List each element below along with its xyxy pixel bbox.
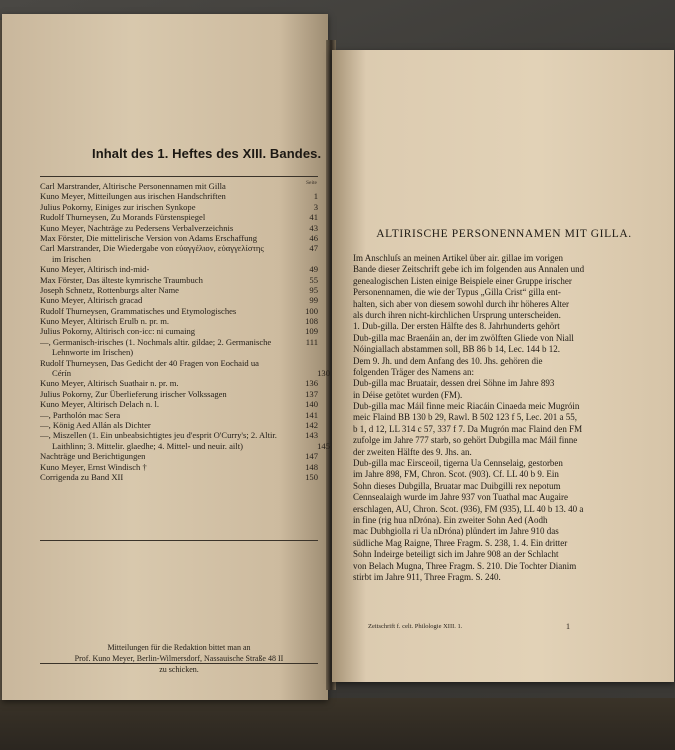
toc-entry-page: 136: [305, 378, 318, 389]
body-line: als durch ihren nicht-kirchlichen Ursprung unterscheiden.: [353, 309, 561, 320]
toc-entry-page: 130: [317, 368, 330, 379]
toc-entry: [52, 347, 330, 357]
signature-mark: 1: [566, 622, 570, 631]
toc-entry: [40, 399, 318, 409]
toc-entry-page: 95: [309, 284, 318, 295]
toc-entry-text: Julius Pokorny, Altirisch con-icc: ni cumaing: [40, 326, 196, 337]
toc-entry-page: 140: [305, 399, 318, 410]
toc-entry: [40, 337, 318, 347]
toc-entry-text: Carl Marstrander, Altirische Personennamen mit Gilla: [40, 181, 226, 191]
body-line: Cennsealaigh wurde im Jahre 937 von Tuathal mac Augaire: [353, 492, 568, 503]
toc-entry: [40, 275, 318, 285]
toc-entry: [40, 316, 318, 326]
toc-entry-text: Kuno Meyer, Mitteilungen aus irischen Handschriften: [40, 191, 226, 202]
toc-entry-page: 47: [309, 243, 318, 254]
toc-entry-page: 49: [309, 264, 318, 275]
toc-entry-page: 46: [309, 232, 318, 243]
toc-entry-text: Kuno Meyer, Altirisch gracad: [40, 295, 143, 306]
toc-entry: [40, 191, 318, 201]
article-title: ALTIRISCHE PERSONENNAMEN MIT GILLA.: [376, 228, 632, 240]
body-line: meic Flaind BB 130 b 29, Rawl. B 502 123 f 5, Lec. 201 a 55,: [353, 412, 577, 423]
toc-entry: [40, 212, 318, 222]
toc-entry: [40, 181, 318, 191]
body-line: Personennamen, die wie der Typus „Gilla Crist“ gilla ent-: [353, 287, 561, 298]
body-line: südliche Mag Raigne, Three Fragm. S. 238, 1. 4. Ein dritter: [353, 537, 568, 548]
body-line: erschlagen, AU, Chron. Scot. (936), FM (935), LL 40 b 13. 40 a: [353, 503, 584, 514]
journal-footer: Zeitschrift f. celt. Philologie XIII. 1.: [368, 623, 463, 630]
toc-entry: [40, 420, 318, 430]
toc-entry-text: Kuno Meyer, Altirisch Erulb n. pr. m.: [40, 316, 170, 327]
toc-entry-text: im Irischen: [52, 253, 91, 264]
toc-entry: [40, 306, 318, 316]
body-line: Bande dieser Zeitschrift gebe ich im folgenden aus Annalen und: [353, 264, 585, 275]
toc-top-rule: [40, 176, 318, 177]
toc-entry: [52, 254, 330, 264]
toc-entry-page: 141: [305, 409, 318, 420]
toc-entry-text: Lehnworte im Irischen): [52, 347, 134, 358]
toc-entry: [52, 368, 330, 378]
body-line: Sohn dieses Dubgilla, Bruatar mac Duibgilli rex nepotum: [353, 480, 561, 491]
toc-list: [40, 181, 330, 482]
toc-bottom-rule: [40, 540, 318, 541]
toc-entry-page: 43: [309, 222, 318, 233]
page-column-label: Seite: [306, 180, 317, 186]
toc-entry-page: 147: [305, 451, 318, 462]
body-line: mac Dubhgiolla ri Ua nDróna) plündert im Jahre 910 das: [353, 526, 559, 537]
toc-entry-text: Laithlinn; 3. Mittelir. glaedhe; 4. Mittel- und neuir. ailt): [52, 440, 243, 451]
editorial-notice: [40, 642, 318, 675]
toc-entry-page: 145: [317, 440, 330, 451]
toc-entry-page: 148: [305, 461, 318, 472]
body-line: zufolge im Jahre 777 starb, so gehört Dubgilla mac Máil finne: [353, 435, 578, 446]
toc-entry-page: 100: [305, 305, 318, 316]
toc-entry: [40, 451, 318, 461]
body-line: b 1, d 12, LL 314 c 57, 337 f 7. Da Mugrón mac Flaind den FM: [353, 423, 583, 434]
body-line: 1. Dub-gilla. Der ersten Hälfte des 8. Jahrhunderts gehört: [353, 321, 560, 332]
toc-entry-text: Rudolf Thurneysen, Grammatisches und Etymologisches: [40, 305, 237, 316]
toc-entry-text: Cérín: [52, 368, 72, 379]
toc-entry-text: Kuno Meyer, Ernst Windisch †: [40, 461, 147, 472]
body-line: Dub-gilla mac Eirsceoil, tigerna Ua Cennselaig, gestorben: [353, 458, 563, 469]
notice-line: Prof. Kuno Meyer, Berlin-Wilmersdorf, Nassauische Straße 48 II: [74, 654, 284, 663]
toc-entry: [40, 264, 318, 274]
body-line: halten, sich aber von diesem sowohl durch ihr höheres Alter: [353, 298, 569, 309]
toc-entry-text: Kuno Meyer, Nachträge zu Pedersens Verbalverzeichnis: [40, 222, 234, 233]
body-line: der zweiten Hälfte des 9. Jhs. an.: [353, 446, 472, 457]
body-line: in fine (rig hua nDróna). Ein zweiter Sohn Aed (Aodh: [353, 514, 548, 525]
body-line: Dem 9. Jh. und dem Anfang des 10. Jhs. gehören die: [353, 355, 543, 366]
toc-entry-text: Julius Pokorny, Zur Überlieferung irischer Volkssagen: [40, 388, 227, 399]
toc-entry: [40, 462, 318, 472]
notice-line: Mitteilungen für die Redaktion bittet man an: [107, 643, 251, 652]
toc-entry-text: Kuno Meyer, Altirisch Suathair n. pr. m.: [40, 378, 179, 389]
toc-entry-page: 150: [305, 471, 318, 482]
body-line: Dub-gilla mac Máil finne meic Riacáin Cinaeda meic Mugróin: [353, 401, 580, 412]
toc-entry-page: 143: [305, 430, 318, 441]
notice-line: zu schicken.: [159, 665, 199, 674]
body-line: genealogischen Listen einige Beispiele einer Gruppe irischer: [353, 275, 572, 286]
toc-entry: [40, 358, 318, 368]
toc-entry-text: Joseph Schnetz, Rottenburgs alter Name: [40, 284, 179, 295]
toc-entry: [40, 233, 318, 243]
body-line: von Belach Mugna, Three Fragm. S. 210. Die Tochter Dianim: [353, 560, 577, 571]
notice-bottom-rule: [40, 663, 318, 664]
toc-entry-page: 109: [305, 326, 318, 337]
toc-entry-page: 111: [305, 336, 318, 347]
table-edge: [0, 698, 675, 750]
toc-entry: [40, 202, 318, 212]
body-line: in Déise getötet wurden (FM).: [353, 389, 463, 400]
toc-entry-page: 99: [309, 295, 318, 306]
toc-entry-text: —, Partholón mac Sera: [40, 409, 121, 420]
toc-entry: [40, 378, 318, 388]
toc-entry-page: 1: [313, 191, 318, 202]
toc-entry-text: Rudolf Thurneysen, Das Gedicht der 40 Fragen von Eochaid ua: [40, 357, 259, 368]
body-line: Im Anschluſs an meinen Artikel über air. gillae im vorigen: [353, 253, 563, 263]
body-line: im Jahre 898, FM, Chron. Scot. (903). Cf. LL 40 b 9. Ein: [353, 469, 559, 480]
toc-entry-page: 41: [309, 212, 318, 223]
body-line: stirbt im Jahre 911, Three Fragm. S. 240.: [353, 571, 501, 582]
toc-entry: [40, 285, 318, 295]
toc-entry-text: Rudolf Thurneysen, Zu Morands Fürstenspiegel: [40, 212, 206, 223]
toc-entry-page: 3: [313, 201, 318, 212]
body-line: Nóingiallach abstammen soll, BB 86 b 14, Lec. 144 b 12.: [353, 344, 560, 355]
toc-entry: [40, 223, 318, 233]
toc-entry: [40, 295, 318, 305]
toc-entry-text: Kuno Meyer, Altirisch Delach n. l.: [40, 399, 159, 410]
toc-entry-text: Max Förster, Die mittelirische Version von Adams Erschaffung: [40, 232, 258, 243]
toc-entry-text: Corrigenda zu Band XII: [40, 471, 124, 482]
toc-entry-page: 108: [305, 316, 318, 327]
toc-entry-page: 142: [305, 419, 318, 430]
body-line: Sohn Indeirge beteiligt sich im Jahre 908 an der Schlacht: [353, 549, 559, 560]
toc-entry: [52, 441, 330, 451]
toc-entry: [40, 243, 318, 253]
body-line: folgenden Träger des Namens an:: [353, 366, 474, 377]
toc-entry-page: 137: [305, 388, 318, 399]
toc-entry-text: Max Förster, Das älteste kymrische Traumbuch: [40, 274, 203, 285]
toc-entry-text: —, Miszellen (1. Ein unbeabsichtigtes jeu d'esprit O'Curry's; 2. Altir.: [40, 430, 277, 441]
toc-entry: [40, 472, 318, 482]
toc-entry-text: Nachträge und Berichtigungen: [40, 451, 146, 462]
body-line: Dub-gilla mac Braenáin an, der im zwölften Gliede von Niall: [353, 332, 574, 343]
article-body: [353, 253, 665, 583]
toc-entry: [40, 389, 318, 399]
toc-title: Inhalt des 1. Heftes des XIII. Bandes.: [92, 146, 322, 161]
body-line: Dub-gilla mac Bruatair, dessen drei Söhne im Jahre 893: [353, 378, 555, 389]
toc-entry: [40, 410, 318, 420]
toc-entry-text: Kuno Meyer, Altirisch ind-mid-: [40, 264, 150, 275]
toc-entry: [40, 326, 318, 336]
toc-entry-page: 55: [309, 274, 318, 285]
toc-entry-text: —, König Aed Allán als Dichter: [40, 419, 151, 430]
toc-entry-text: —, Germanisch-irisches (1. Nochmals altir. gildae; 2. Germanische: [40, 336, 272, 347]
toc-entry-text: Julius Pokorny, Einiges zur irischen Synkope: [40, 201, 196, 212]
toc-entry-text: Carl Marstrander, Die Wiedergabe von εὐαγγέλιον, εὐαγγελίστης: [40, 243, 264, 254]
toc-entry: [40, 430, 318, 440]
